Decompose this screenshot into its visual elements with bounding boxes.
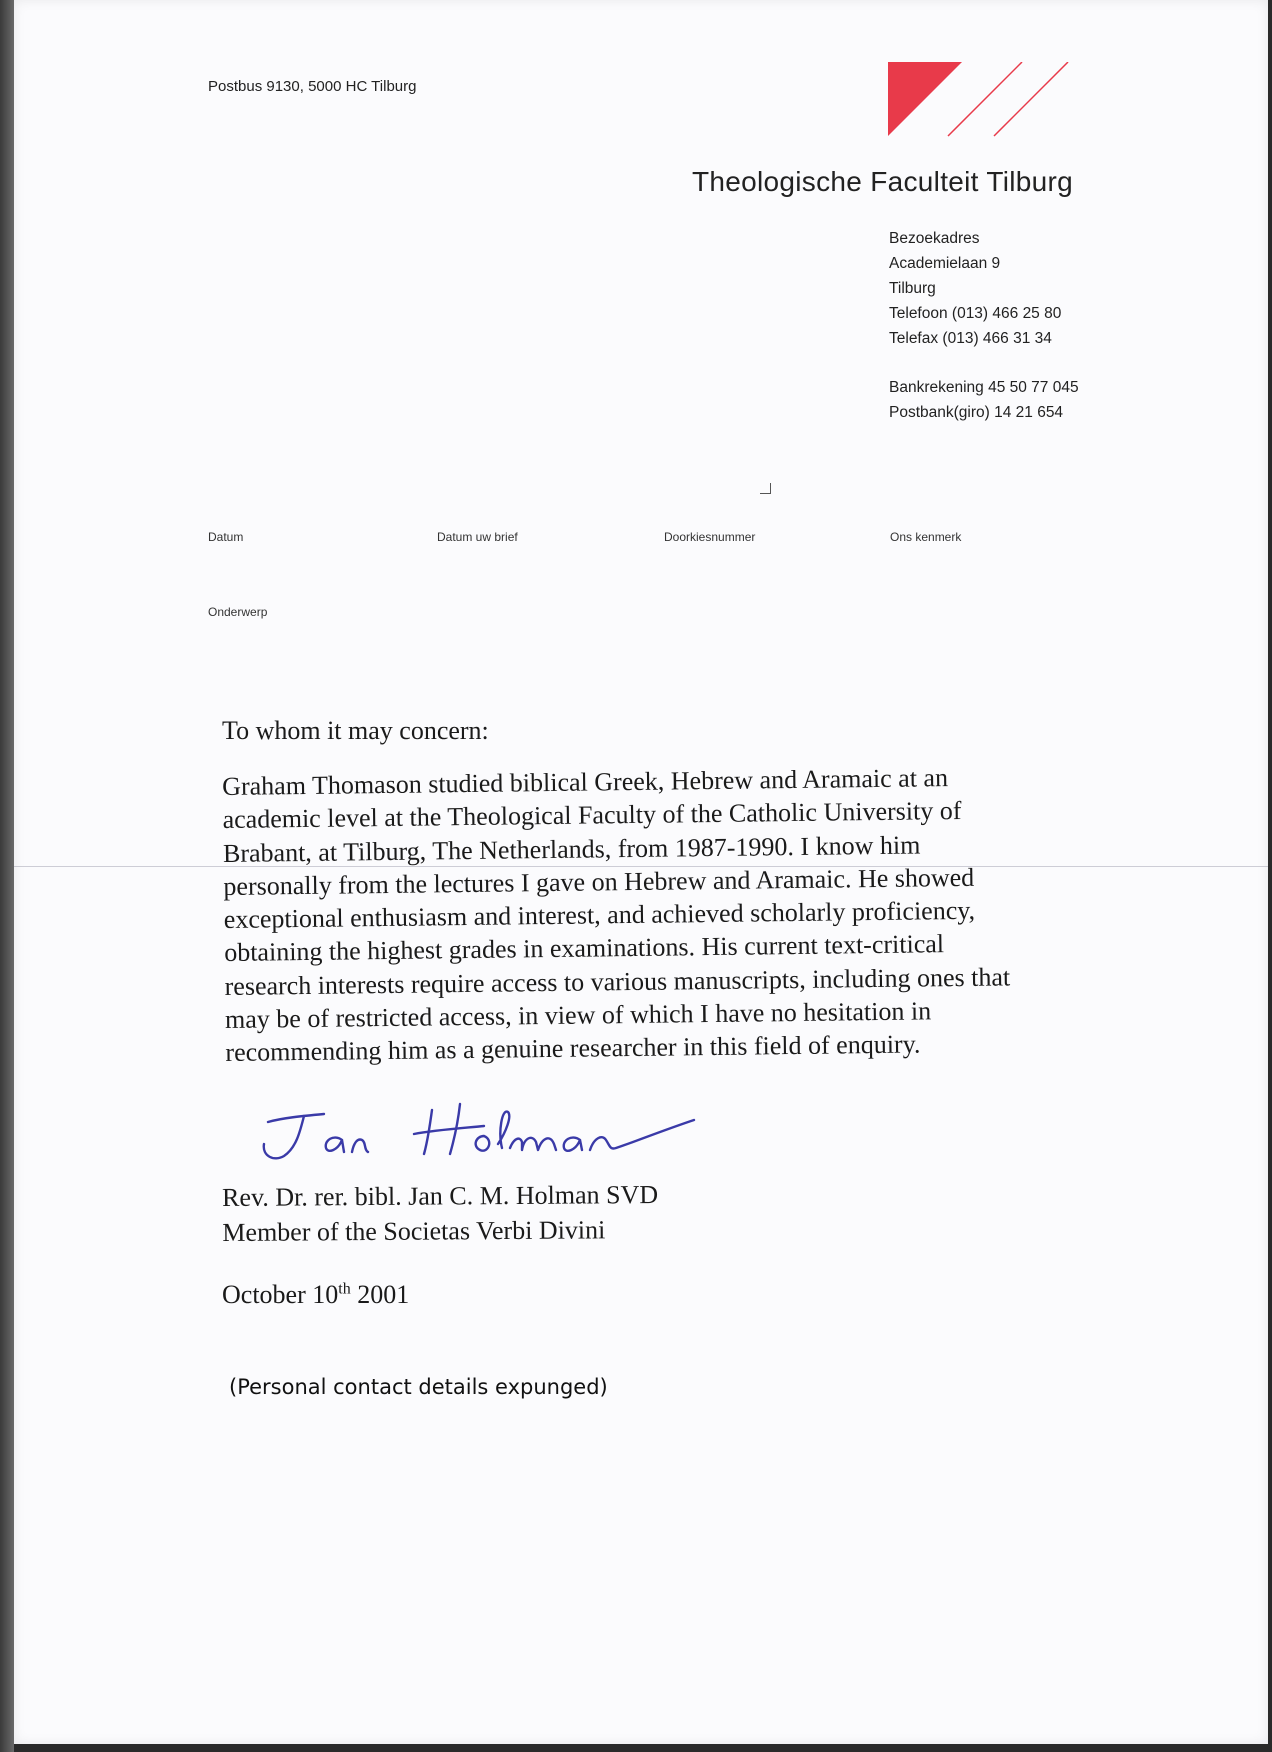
field-datum: Datum xyxy=(208,530,244,544)
field-ons-kenmerk: Ons kenmerk xyxy=(890,530,962,544)
field-doorkiesnummer: Doorkiesnummer xyxy=(664,530,756,544)
address-gap xyxy=(889,351,1079,375)
body-line: academic level at the Theological Faculty of the Catholic University of xyxy=(222,796,962,835)
body-line: Brabant, at Tilburg, The Netherlands, from 1987-1990. I know him xyxy=(222,830,921,868)
address-line: Tilburg xyxy=(889,280,936,297)
body-line: Graham Thomason studied biblical Greek, Hebrew and Aramaic at an xyxy=(222,763,949,801)
body-line: obtaining the highest grades in examinations. His current text-critical xyxy=(224,929,945,968)
postal-address: Postbus 9130, 5000 HC Tilburg xyxy=(208,78,417,95)
signer-title: Member of the Societas Verbi Divini xyxy=(222,1215,606,1247)
field-datum-uw-brief: Datum uw brief xyxy=(437,530,518,544)
fax-line: Telefax (013) 466 31 34 xyxy=(889,330,1052,347)
faculty-logo-icon xyxy=(888,62,1088,144)
signer-name: Rev. Dr. rer. bibl. Jan C. M. Holman SVD xyxy=(222,1179,659,1212)
field-onderwerp: Onderwerp xyxy=(208,605,268,619)
greeting: To whom it may concern: xyxy=(222,716,489,745)
handwritten-signature xyxy=(254,1092,734,1172)
date-year: 2001 xyxy=(350,1280,410,1309)
letter-page xyxy=(14,0,1268,1744)
visiting-address xyxy=(889,226,1079,425)
address-line: Academielaan 9 xyxy=(889,255,1001,272)
body-line: research interests require access to various manuscripts, including ones that xyxy=(224,962,1011,1001)
faculty-name: Theologische Faculteit Tilburg xyxy=(692,166,1073,197)
body-line: personally from the lectures I gave on Hebrew and Aramaic. He showed xyxy=(223,862,975,901)
letter-body xyxy=(222,759,1106,1069)
address-window-mark xyxy=(760,483,771,494)
postbank-line: Postbank(giro) 14 21 654 xyxy=(889,404,1064,421)
signer-block xyxy=(222,1177,658,1250)
body-line: recommending him as a genuine researcher in this field of enquiry. xyxy=(225,1029,921,1068)
scan-edge xyxy=(0,0,14,1752)
body-line: may be of restricted access, in view of which I have no hesitation in xyxy=(224,996,932,1035)
date-ordinal: th xyxy=(338,1280,351,1298)
redaction-note: (Personal contact details expunged) xyxy=(229,1375,608,1399)
phone-line: Telefoon (013) 466 25 80 xyxy=(889,305,1062,322)
address-line: Bezoekadres xyxy=(889,230,980,247)
date-main: October 10 xyxy=(222,1280,339,1309)
body-line: exceptional enthusiasm and interest, and achieved scholarly proficiency, xyxy=(223,895,976,935)
bank-account-line: Bankrekening 45 50 77 045 xyxy=(889,379,1079,396)
letter-date xyxy=(222,1280,409,1310)
